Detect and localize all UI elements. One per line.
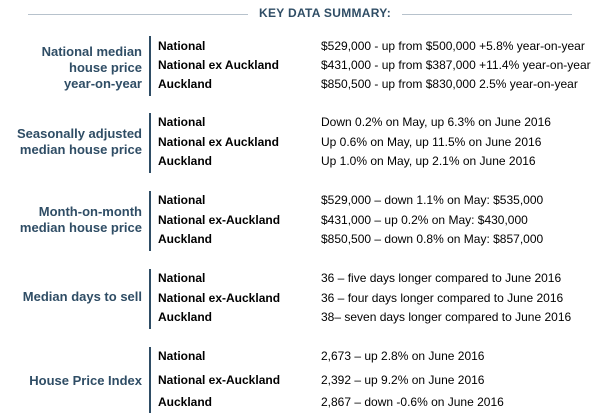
table-row — [0, 56, 601, 74]
table-row — [0, 269, 601, 287]
row-value: $431,000 - up from $387,000 +11.4% year-on-year — [321, 58, 591, 72]
section-median-days-to-sell — [0, 269, 601, 341]
section-house-price-index — [0, 347, 601, 419]
row-value: $850,500 – down 0.8% on May: $857,000 — [321, 232, 544, 246]
table-row — [0, 113, 601, 131]
table-row — [0, 371, 601, 389]
table-row — [0, 230, 601, 248]
table-row — [0, 191, 601, 209]
row-value: 36 – five days longer compared to June 2016 — [321, 271, 562, 285]
category-line: house price — [69, 60, 142, 75]
row-label: National — [158, 39, 206, 53]
category-line: year-on-year — [63, 76, 142, 91]
table-row — [0, 289, 601, 307]
category-line: House Price Index — [29, 373, 142, 388]
row-label: National — [158, 349, 206, 363]
section-national-median-yoy — [0, 36, 601, 108]
table-row — [0, 308, 601, 326]
row-label: National ex-Auckland — [158, 213, 281, 227]
row-label: National ex-Auckland — [158, 291, 281, 305]
row-value: 2,867 – down -0.6% on June 2016 — [321, 395, 504, 409]
row-label: National ex Auckland — [158, 135, 279, 149]
row-value: Down 0.2% on May, up 6.3% on June 2016 — [321, 115, 551, 129]
row-label: Auckland — [158, 154, 213, 168]
section-seasonally-adjusted — [0, 113, 601, 185]
row-label: Auckland — [158, 395, 213, 409]
summary-title: KEY DATA SUMMARY: — [259, 6, 391, 20]
table-row — [0, 347, 601, 365]
header-rule-left — [28, 14, 248, 15]
row-label: Auckland — [158, 232, 213, 246]
category-line: Seasonally adjusted — [17, 126, 142, 141]
row-label: Auckland — [158, 77, 213, 91]
table-row — [0, 133, 601, 151]
table-row — [0, 37, 601, 55]
category-line: Month-on-month — [38, 204, 142, 219]
header-rule-right — [402, 14, 572, 15]
row-value: 2,673 – up 2.8% on June 2016 — [321, 349, 485, 363]
category-line: median house price — [19, 142, 142, 157]
row-value: $850,500 - up from $830,000 2.5% year-on-year — [321, 77, 578, 91]
section-month-on-month — [0, 191, 601, 263]
summary-header — [0, 0, 601, 28]
row-label: National — [158, 271, 206, 285]
table-row — [0, 75, 601, 93]
row-value: 2,392 – up 9.2% on June 2016 — [321, 373, 485, 387]
row-label: National ex-Auckland — [158, 373, 281, 387]
row-label: National — [158, 115, 206, 129]
row-value: 38– seven days longer compared to June 2016 — [321, 310, 572, 324]
table-row — [0, 211, 601, 229]
row-value: $529,000 – down 1.1% on May: $535,000 — [321, 193, 544, 207]
row-value: $431,000 – up 0.2% on May: $430,000 — [321, 213, 528, 227]
table-row — [0, 152, 601, 170]
category-line: National median — [41, 44, 142, 59]
row-value: Up 0.6% on May, up 11.5% on June 2016 — [321, 135, 542, 149]
category-line: Median days to sell — [22, 289, 142, 304]
row-value: $529,000 - up from $500,000 +5.8% year-on-year — [321, 39, 585, 53]
row-label: Auckland — [158, 310, 213, 324]
table-row — [0, 393, 601, 411]
row-label: National ex Auckland — [158, 58, 279, 72]
category-line: median house price — [19, 220, 142, 235]
row-label: National — [158, 193, 206, 207]
row-value: 36 – four days longer compared to June 2016 — [321, 291, 564, 305]
row-value: Up 1.0% on May, up 2.1% on June 2016 — [321, 154, 536, 168]
